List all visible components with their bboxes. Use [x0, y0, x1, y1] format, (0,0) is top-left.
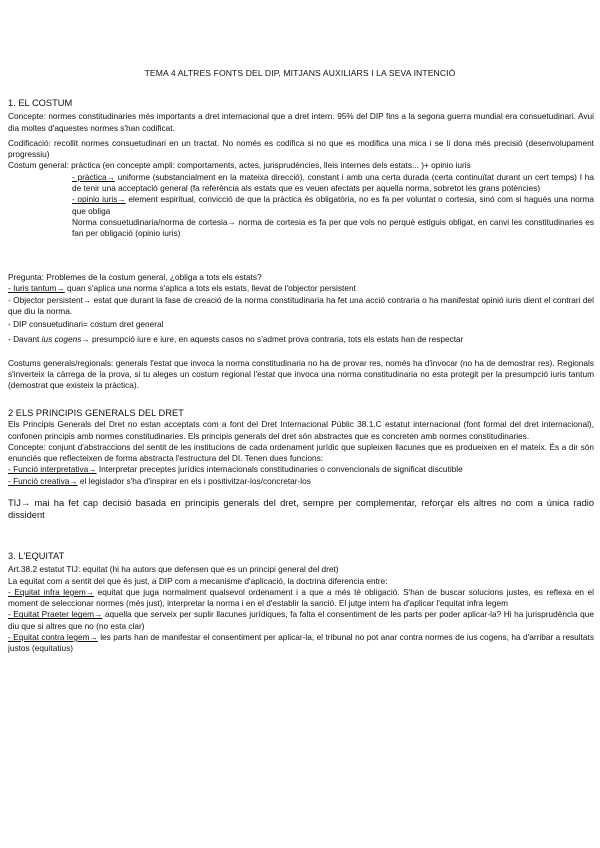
paragraph-concepte-principis: Concepte: conjunt d'abstraccions del sentit de les institucions de cada ordenament jurídic que supleixen llacunes que es produeixen en el mateix. És a dir són enunciés que reflecteixen de forma abstracta l'estructura del DI. Tenen dues funcions: [8, 441, 594, 464]
item-infra-legem [8, 587, 594, 610]
section-heading: 2 ELS PRINCIPIS GENERALS DEL DRET [8, 408, 184, 418]
item-prefix: - Davant [8, 334, 42, 345]
item-funcio-interpretativa [8, 464, 594, 475]
item-label: - Equitat infra legem→ [8, 586, 95, 597]
item-label: - Iuris tantum→ [8, 283, 65, 294]
paragraph-concepte: Concepte: normes constitudinaries més importants a dret internacional que a dret intern. 95% del DIP fins a la segona guerra mundial era consuetudinari. Avui dia moltes d'aquestes normes s'han codificat. [8, 111, 594, 133]
item-objector: - Objector persistent→ estat que durant la fase de creació de la norma constitudinaria ha fet una acció contraria o ha manifestat opinió iuris dient el contrari del que diu la norma. [8, 294, 594, 316]
item-label: - pràctica→ [72, 171, 115, 182]
item-text: aquella que serveix per suplir llacunes jurídiques, fa falta el consentiment de les parts per poder aplicar-la? Hi ha jurisprudència que diu que si altres que no (no esta clar) [8, 609, 594, 631]
item-funcio-creativa [8, 476, 594, 487]
paragraph-equitat-intro: La equitat com a sentit del que és just, a DIP com a mecanisme d'aplicació, la doctrina diferencia entre: [8, 575, 388, 586]
item-opinio-iuris [8, 194, 594, 217]
item-text: equitat que juga normalment qualsevol ordenament i a que a més té obligació. S'han de buscar solucions justes, es reflexa en el moment de seleccionar normes (més just), interpretar la norma i en el d'establir la sanció. El jutge intern ha d'aplicar l'equitat infra legem [8, 586, 594, 609]
item-practica [8, 172, 594, 195]
item-text: → presumpció iure e iure, en aquests casos no s'admet prova contraria, tots els estats han de respectar [81, 334, 464, 345]
item-text: uniforme (substancialment en la mateixa direcció), constant i amb una certa durada (certa continuïtat durant un cert temps) I ha de tenir una acceptació general (fa referència als estats que es veuen afectats per aquella norma, sobretot les grans potències) [72, 171, 595, 194]
question-text: Pregunta: Problemes de la costum general, ¿obliga a tots els estats? [8, 272, 262, 282]
document-title: TEMA 4 ALTRES FONTS DEL DIP, MITJANS AUXILIARS I LA SEVA INTENCIÓ [144, 68, 456, 78]
item-contra-legem [8, 632, 594, 655]
paragraph-principis: Els Principis Generals del Dret no estan acceptats com a font del Dret Internacional Públic 38.1.C estatut internacional (font formal del dret internacional), confonen principis amb normes constitudinaries. Els principis generals del dret són abstractes que es concreten amb normes constitudinaries. [8, 419, 594, 441]
item-label: - Funció creativa→ [8, 475, 78, 486]
section-costum [8, 98, 594, 240]
section-pregunta [8, 272, 594, 392]
item-text: element espiritual, convicció de que la pràctica és obligatòria, no es fa per voluntat o cortesia, sinó com si hagués una norma que obliga [72, 194, 595, 216]
item-italic: ius cogens [41, 334, 82, 345]
item-text: les parts han de manifestar el consentiment per aplicar-la, el tribunal no pot anar contra normes de ius cogens, ha d'arribar a resultats justos (equitatius) [8, 632, 594, 654]
paragraph-article: Art.38.2 estatut TIJ: equitat (hi ha autors que defensen que es un principi general del dret) [8, 564, 339, 575]
item-cortesia: Norma consuetudinaria/norma de cortesia→ norma de cortesia es fa per que vols no perquè estiguis obligat, en canvi les constitudinaries es fan per obligació (opinio iuris) [72, 216, 594, 239]
paragraph-costum-general: Costum general: pràctica (en concepte ampli: comportaments, actes, jurisprudències, lleis internes dels estats... )+ opinio iuris [8, 160, 471, 171]
item-label: - Funció interpretativa→ [8, 464, 97, 475]
section-equitat [8, 551, 594, 655]
paragraph-codificacio: Codificació: recollit normes consuetudinari en un tractat. No només es codifica si no que es modifica una mica i se li dona més precisió (desenvolupament progressiu) [8, 137, 594, 160]
item-ius-cogens [8, 334, 594, 345]
section-heading: 1. EL COSTUM [8, 98, 73, 108]
paragraph-tij: TIJ→ mai ha fet cap decisió basada en principis generals del dret, sempre per complementar, reforçar els altres no com a única radio dissident [8, 498, 594, 521]
item-text: el legislador s'ha d'inspirar en els i positivitzar-los/concretar-los [77, 475, 311, 486]
paragraph-costums-regionals: Costums generals/regionals: generals l'estat que invoca la norma constitudinaria no ha de provar res, només ha d'invocar (no ha de demostrar res). Regionals s'inverteix la càrrega de la prova, si tu aleges un costum regional l'estat que invoca una norma constitudinaria no esta protegit per la presumpció iuris tantum (demostrat que existeix la pràctica). [8, 357, 594, 391]
section-principis [8, 408, 594, 521]
item-text: quan s'aplica una norma s'aplica a tots els estats, llevat de l'objector persistent [64, 283, 356, 294]
item-dip: - DIP consuetudinari= costum dret general [8, 319, 164, 330]
section-heading: 3. L'EQUITAT [8, 551, 65, 561]
item-praeter-legem [8, 609, 594, 632]
item-iuris-tantum [8, 283, 594, 294]
item-label: - Equitat Praeter legem→ [8, 609, 103, 620]
item-label: - opinio iuris→ [72, 194, 126, 205]
item-text: Interpretar preceptes jurídics internacionals constitudinaries o convencionals de significat discutible [96, 464, 463, 475]
item-label: - Equitat contra legem→ [8, 632, 98, 643]
